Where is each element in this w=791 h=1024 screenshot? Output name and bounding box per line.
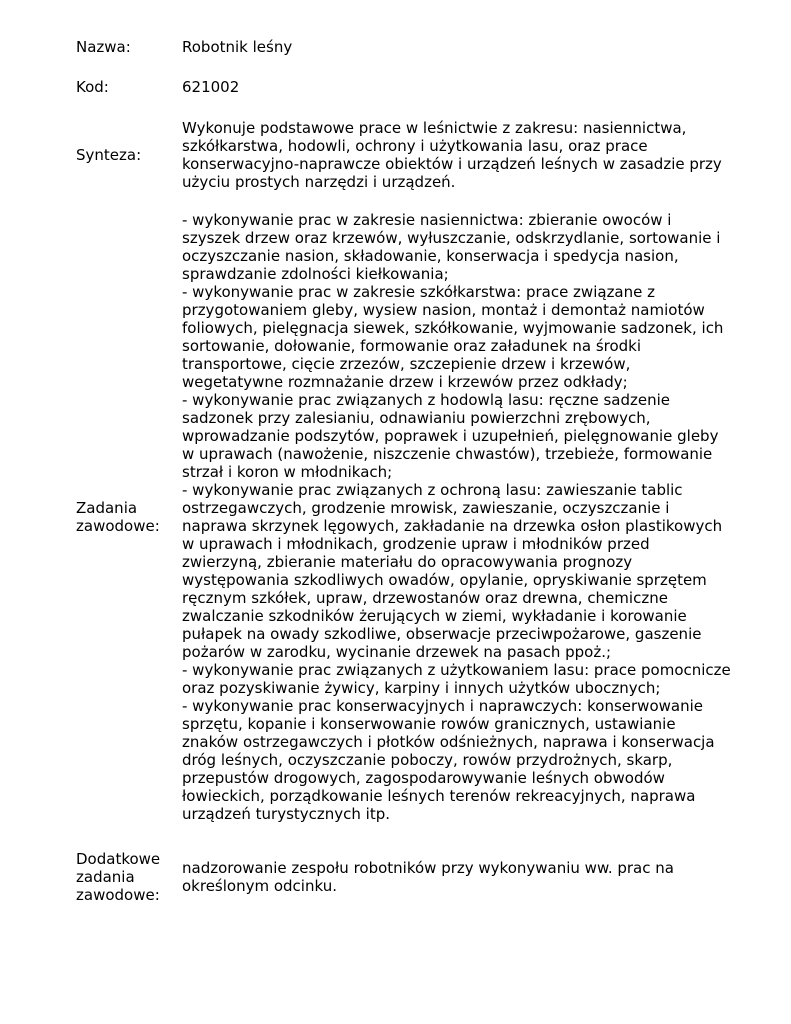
- code-value: 621002: [182, 78, 240, 96]
- synthesis-label: Synteza:: [76, 146, 142, 164]
- code-label: Kod:: [76, 78, 109, 96]
- extra-tasks-value: nadzorowanie zespołu robotników przy wykonywaniu ww. prac na określonym odcinku.: [182, 859, 674, 895]
- name-label: Nazwa:: [76, 38, 131, 56]
- extra-tasks-row: [76, 850, 766, 904]
- tasks-label: Zadania zawodowe:: [76, 499, 160, 535]
- extra-tasks-label: Dodatkowe zadania zawodowe:: [76, 850, 161, 904]
- tasks-value: - wykonywanie prac w zakresie nasiennictwa: zbieranie owoców i szyszek drzew oraz krzewów, wyłuszczanie, odskrzydlanie, sortowanie i oczyszczanie nasion, składowanie, konserwacja i spedycja nasion, sprawdzanie zdolności kiełkowania; - wykonywanie prac w zakresie szkółkarstwa: prace związane z przygotowaniem gleby, wysiew nasion, montaż i demontaż namiotów foliowych, pielęgnacja siewek, szkółkowanie, wyjmowanie sadzonek, ich sortowanie, dołowanie, formowanie oraz załadunek na środki transportowe, cięcie zrzezów, szczepienie drzew i krzewów, wegetatywne rozmnażanie drzew i krzewów przez odkłady; - wykonywanie prac związanych z hodowlą lasu: ręczne sadzenie sadzonek przy zalesianiu, odnawianiu powierzchni zrębowych, wprowadzanie podszytów, poprawek i uzupełnień, pielęgnowanie gleby w uprawach (nawożenie, niszczenie chwastów), trzebieże, formowanie strzał i koron w młodnikach; - wykonywanie prac związanych z ochroną lasu: zawieszanie tablic ostrzegawczych, grodzenie mrowisk, zawieszanie, oczyszczanie i naprawa skrzynek lęgowych, zakładanie na drzewka osłon plastikowych w uprawach i młodnikach, grodzenie upraw i młodników przed zwierzyną, zbieranie materiału do opracowywania prognozy występowania szkodliwych owadów, opylanie, opryskiwanie sprzętem ręcznym szkółek, upraw, drzewostanów oraz drewna, chemiczne zwalczanie szkodników żerujących w ziemi, wykładanie i korowanie pułapek na owady szkodliwe, obserwacje przeciwpożarowe, gaszenie pożarów w zarodku, wycinanie drzewek na pasach ppoż.; - wykonywanie prac związanych z użytkowaniem lasu: prace pomocnicze oraz pozyskiwanie żywicy, karpiny i innych użytków ubocznych; - wykonywanie prac konserwacyjnych i naprawczych: konserwowanie sprzętu, kopanie i konserwowanie rowów granicznych, ustawianie znaków ostrzegawczych i płotków odśnieżnych, naprawa i konserwacja dróg leśnych, oczyszczanie poboczy, rowów przydrożnych, skarp, przepustów drogowych, zagospodarowywanie leśnych obwodów łowieckich, porządkowanie leśnych terenów rekreacyjnych, naprawa urządzeń turystycznych itp.: [182, 211, 731, 823]
- name-row: [76, 38, 766, 56]
- name-value: Robotnik leśny: [182, 38, 293, 56]
- synthesis-row: [76, 119, 766, 191]
- synthesis-value: Wykonuje podstawowe prace w leśnictwie z zakresu: nasiennictwa, szkółkarstwa, hodowli, ochrony i użytkowania lasu, oraz prace konserwacyjno-naprawcze obiektów i urządzeń leśnych w zasadzie przy użyciu prostych narzędzi i urządzeń.: [182, 119, 722, 191]
- code-row: [76, 78, 766, 96]
- tasks-row: [76, 211, 766, 823]
